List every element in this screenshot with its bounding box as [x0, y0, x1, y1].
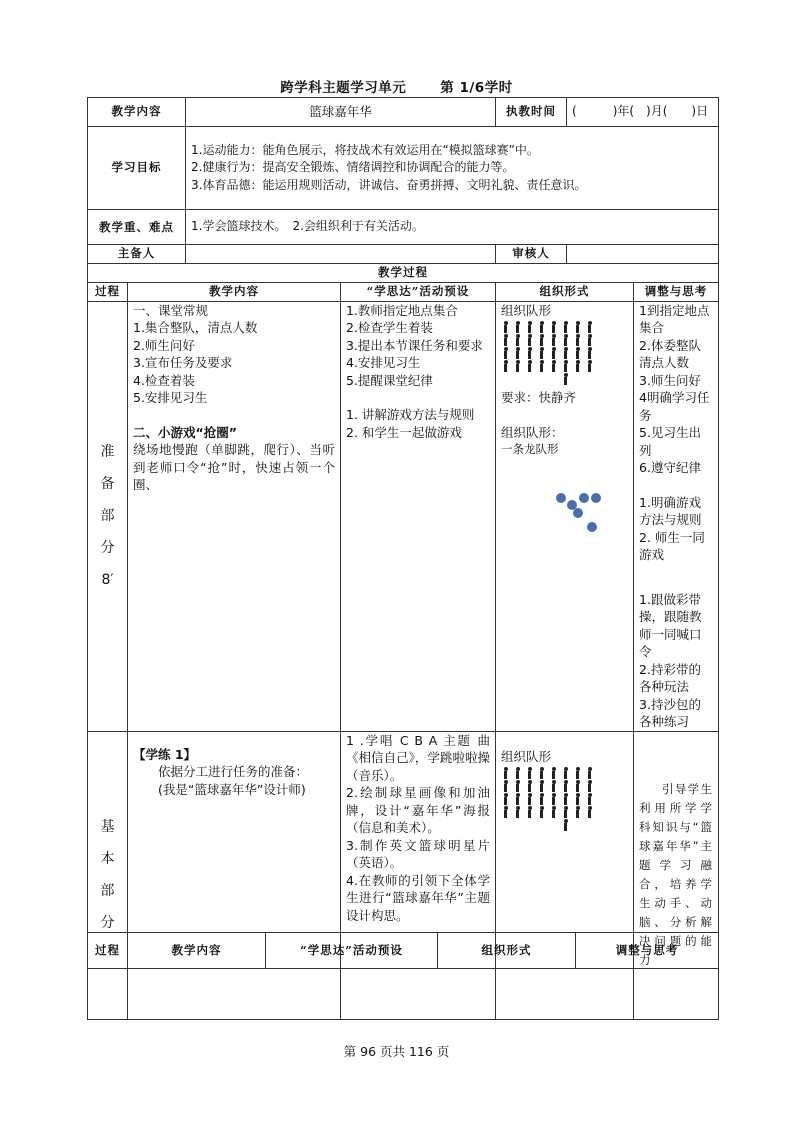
- goal-item: 1.运动能力：能角色展示，将技战术有效运用在“模拟篮球赛”中。: [191, 142, 539, 157]
- basic-adjustment-cell: [634, 731, 719, 1019]
- basic-adjustment-note: 引导学生利用所学学科知识与“篮球嘉年华”主题学习融合，培养学生动手、动脑、分析解决问题的能力: [639, 782, 714, 967]
- basic-content-cell: [128, 731, 341, 1019]
- staff-row: [88, 245, 719, 264]
- preparer-value: [186, 245, 496, 264]
- prep-organization-cell: 组织队形 要求：快静齐 组织队形： 一条龙队形: [496, 301, 634, 731]
- header-adjustment: 调整与思考: [634, 283, 719, 302]
- prep-activity-cell: 1.教师指定地点集合 2.检查学生着装 3.提出本节课任务和要求 4.安排见习生 5.提醒课堂纪律 1. 讲解游戏方法与规则 2. 和学生一起做游戏: [341, 301, 496, 731]
- key-points-row: [88, 210, 719, 245]
- unit-title: 跨学科主题学习单元: [280, 80, 407, 96]
- teacher-figure-icon: [561, 819, 570, 831]
- header-phase: 过程: [88, 283, 128, 302]
- basic-activity-cell: 1 .学唱 C B A 主题 曲《相信自己》，学跳啦啦操（音乐）。 2.绘制球星画像和加油牌，设计“嘉年华”海报（信息和美术）。 3.制作英文篮球明星片（英语）。 4.在教师的引领下全体学生进行“篮球嘉年华”主题设计构思。: [341, 731, 496, 1019]
- process-header-row: [88, 283, 719, 302]
- goal-label: 学习目标: [88, 127, 186, 210]
- header-content: 教学内容: [128, 283, 341, 302]
- org-label: 组织队形: [501, 302, 552, 318]
- page-number: 第 96 页共 116 页: [343, 1044, 450, 1059]
- basic-phase-cell: 基 本 部 分: [88, 731, 128, 1019]
- process-title: 教学过程: [88, 264, 719, 283]
- reviewer-label: 审核人: [496, 245, 567, 264]
- key-points-label: 教学重、难点: [88, 210, 186, 245]
- content-value: 篮球嘉年华: [186, 98, 496, 127]
- ball-markers-icon: [501, 493, 628, 553]
- content-label: 教学内容: [88, 98, 186, 127]
- goal-item: 2.健康行为：提高安全锻炼、情绪调控和协调配合的能力等。: [191, 160, 515, 175]
- header-organization: 组织形式: [496, 283, 634, 302]
- reviewer-value: [567, 245, 719, 264]
- next-page-header-table: [87, 932, 719, 969]
- footer-header-phase: 过程: [88, 933, 128, 969]
- time-label: 执教时间: [496, 98, 567, 127]
- preparer-label: 主备人: [88, 245, 186, 264]
- formation-students-icon: [501, 321, 628, 385]
- next-page-header-row: [88, 933, 719, 969]
- practice-role: (我是“篮球嘉年华”设计师): [158, 781, 306, 797]
- key-points-value: 1.学会篮球技术。 2.会组织利于有关活动。: [186, 210, 719, 245]
- game-description: 绕场地慢跑（单脚跳，爬行）、当听到老师口令“抢”时，快速占领一个圈、: [133, 442, 335, 492]
- game-heading: 二、小游戏“抢圈”: [133, 424, 237, 440]
- practice-title: 【学练 1】: [133, 746, 197, 762]
- header-activity: “学思达”活动预设: [341, 283, 496, 302]
- footer-header-organization: 组织形式: [438, 933, 576, 969]
- footer-header-activity: “学思达”活动预设: [266, 933, 438, 969]
- prep-section-row: [88, 301, 719, 731]
- document-title: [0, 76, 793, 96]
- process-title-row: [88, 264, 719, 283]
- footer-header-content: 教学内容: [128, 933, 266, 969]
- goal-row: [88, 127, 719, 210]
- footer-header-adjustment: 调整与思考: [576, 933, 719, 969]
- prep-phase-cell: 准 备 部 分 8′: [88, 301, 128, 731]
- goals-cell: [186, 127, 719, 210]
- basic-section-row: [88, 731, 719, 1019]
- teacher-figure-icon: [561, 373, 570, 385]
- time-value: ( )年( )月( )日: [567, 98, 719, 127]
- practice-text: 依据分工进行任务的准备：: [158, 764, 309, 779]
- basic-organization-cell: 组织队形: [496, 731, 634, 1019]
- prep-content-cell: 一、课堂常规 1.集合整队，清点人数 2.师生问好 3.宣布任务及要求 4.检查着装 5.安排见习生 二、小游戏“抢圈” 绕场地慢跑（单脚跳，爬行）、当听到老师口令“抢”时，快速占领一个圈、: [128, 301, 341, 731]
- formation-students-icon: [501, 767, 628, 831]
- org-requirement: 要求：快静齐: [501, 390, 577, 405]
- prep-adjustment-cell: 1到指定地点集合 2.体委整队清点人数 3.师生问好 4明确学习任务 5.见习生出列 6.遵守纪律 1.明确游戏方法与规则 2. 师生一同游戏 1.跟做彩带操，跟随教师一同喊口令 2.持彩带的各种玩法 3.持沙包的各种练习: [634, 301, 719, 731]
- lesson-number: 第 1/6学时: [440, 80, 513, 96]
- content-row: [88, 98, 719, 127]
- goal-item: 3.体育品德：能运用规则活动，讲诚信、奋勇拼搏、文明礼貌、责任意识。: [191, 177, 587, 192]
- lesson-plan-table: [87, 97, 719, 1020]
